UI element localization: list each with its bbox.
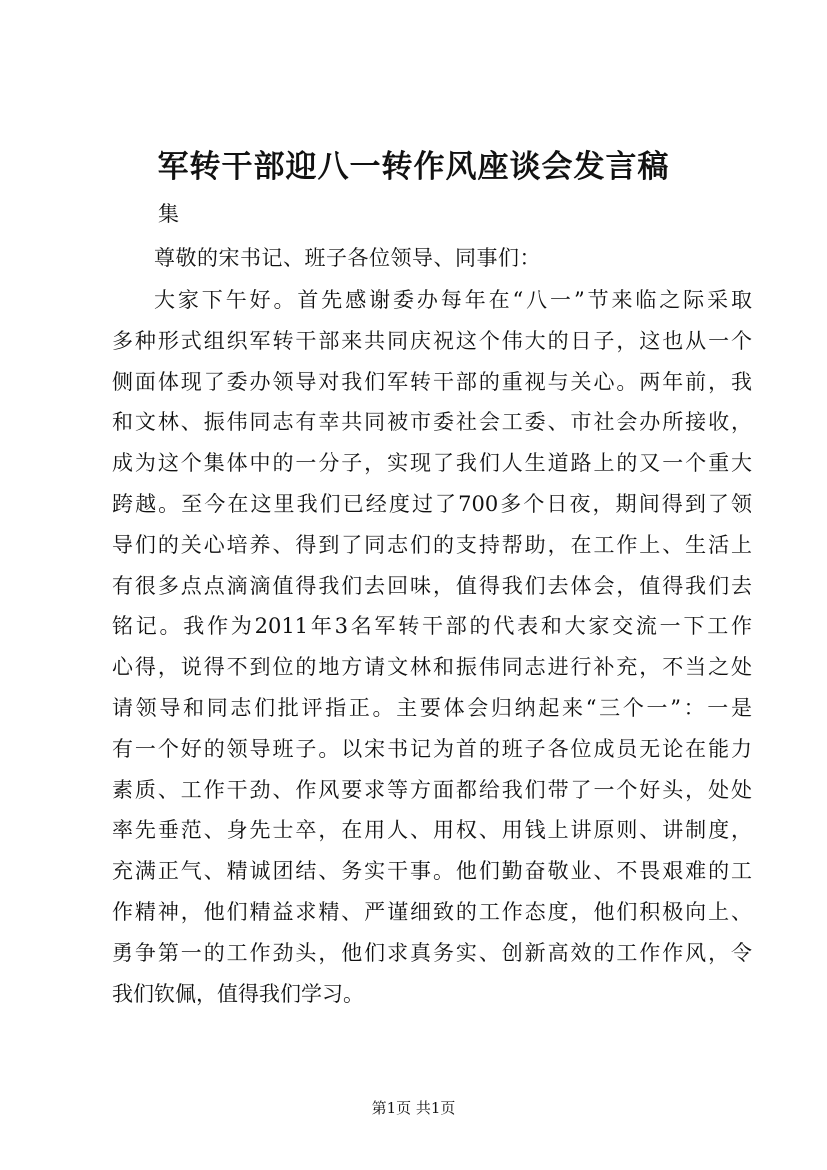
body-line: 导们的关心培养、得到了同志们的支持帮助，在工作上、生活上	[112, 532, 752, 557]
body-line: 心得，说得不到位的地方请文林和振伟同志进行补充，不当之处	[112, 655, 752, 680]
body-line: 率先垂范、身先士卒，在用人、用权、用钱上讲原则、讲制度，	[112, 818, 752, 843]
document-title: 军转干部迎八一转作风座谈会发言稿	[157, 149, 670, 185]
body-line: 和文林、振伟同志有幸共同被市委社会工委、市社会办所接收，	[112, 410, 752, 435]
body-line: 我们钦佩，值得我们学习。	[112, 981, 364, 1006]
body-line: 有一个好的领导班子。以宋书记为首的班子各位成员无论在能力	[112, 736, 752, 761]
body-line: 请领导和同志们批评指正。主要体会归纳起来“三个一”：一是	[112, 695, 752, 720]
body-line: 成为这个集体中的一分子，实现了我们人生道路上的又一个重大	[112, 451, 752, 476]
body-line: 勇争第一的工作劲头，他们求真务实、创新高效的工作作风，令	[112, 940, 752, 965]
body-paragraph	[112, 280, 752, 1014]
body-line: 素质、工作干劲、作风要求等方面都给我们带了一个好头，处处	[112, 777, 752, 802]
salutation: 尊敬的宋书记、班子各位领导、同事们：	[154, 246, 541, 270]
body-line: 跨越。至今在这里我们已经度过了700多个日夜，期间得到了领	[112, 491, 752, 516]
body-line: 侧面体现了委办领导对我们军转干部的重视与关心。两年前，我	[112, 369, 752, 394]
body-line: 铭记。我作为2011年3名军转干部的代表和大家交流一下工作	[112, 614, 752, 639]
body-line: 有很多点点滴滴值得我们去回味，值得我们去体会，值得我们去	[112, 573, 752, 598]
body-line: 作精神，他们精益求精、严谨细致的工作态度，他们积极向上、	[112, 899, 752, 924]
body-line: 充满正气、精诚团结、务实干事。他们勤奋敬业、不畏艰难的工	[112, 859, 752, 884]
body-line: 多种形式组织军转干部来共同庆祝这个伟大的日子，这也从一个	[112, 328, 752, 353]
body-line: 大家下午好。首先感谢委办每年在“八一”节来临之际采取	[154, 288, 752, 312]
document-author: 集	[158, 202, 179, 226]
page-footer: 第1页 共1页	[371, 1099, 456, 1117]
